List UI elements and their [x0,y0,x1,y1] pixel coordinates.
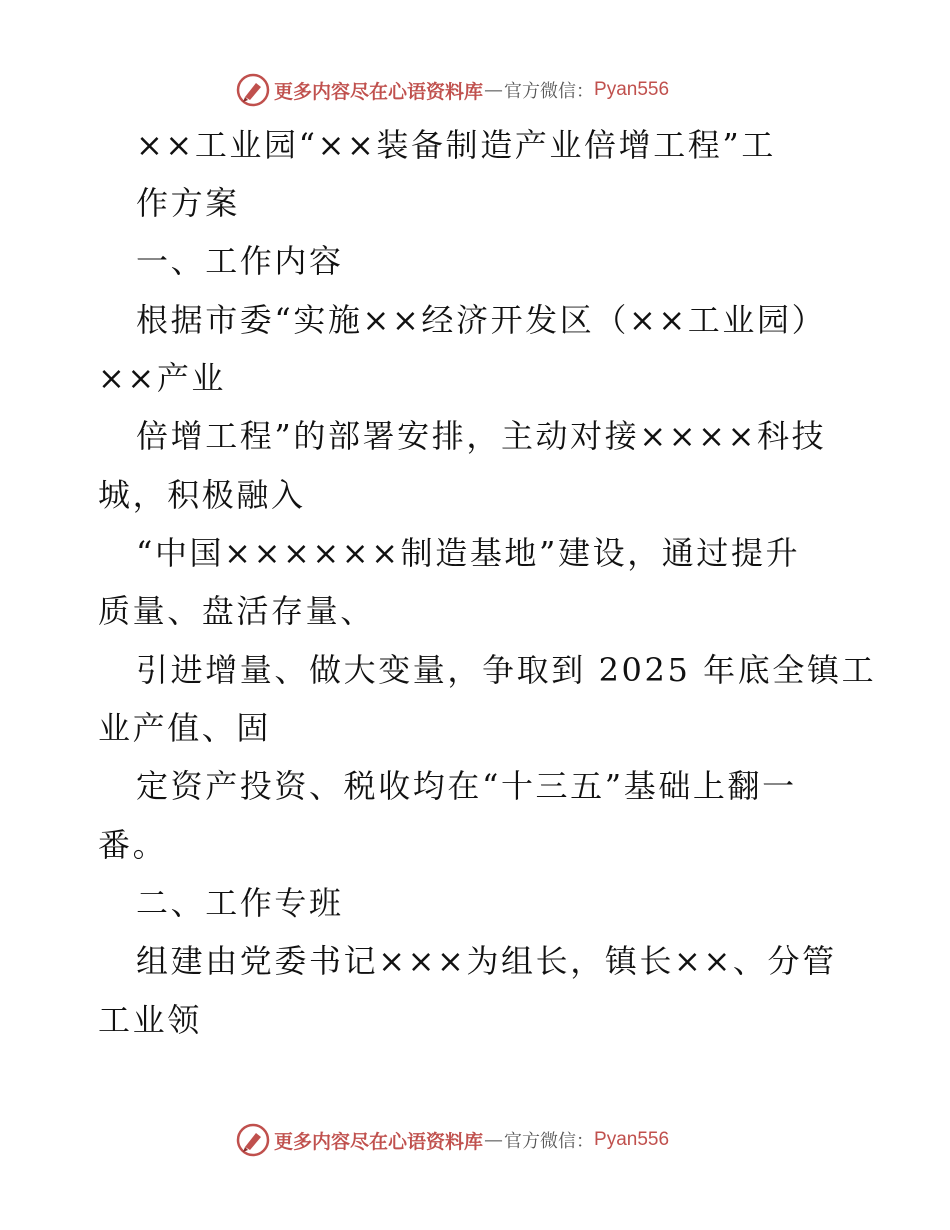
doc-title-line: 作方案 [136,184,240,222]
paragraph-line: 根据市委“实施××经济开发区（××工业园） [136,301,827,339]
pen-circle-logo-icon [236,73,270,107]
watermark-id: Pyan556 [594,79,670,100]
paragraph-line: 番。 [98,826,168,864]
watermark-separator: — [484,79,504,101]
paragraph-line: 质量、盘活存量、 [98,592,375,630]
paragraph-line: 倍增工程”的部署安排，主动对接××××科技 [136,417,827,455]
watermark-text: 更多内容尽在心语资料库 [274,80,484,103]
paragraph-line: ××产业 [98,359,227,397]
paragraph-line: 工业领 [98,1001,202,1039]
paragraph-line: 城，积极融入 [98,476,306,514]
paragraph-line: 组建由党委书记×××为组长，镇长××、分管 [136,942,837,980]
watermark-separator: — [484,1129,504,1151]
section-heading: 二、工作专班 [136,884,344,922]
watermark-id: Pyan556 [594,1129,670,1150]
paragraph-line: “中国××××××制造基地”建设，通过提升 [136,534,801,572]
footer-watermark [236,1122,669,1158]
section-heading: 一、工作内容 [136,242,344,280]
watermark-label: 官方微信： [504,1131,595,1152]
paragraph-line: 定资产投资、税收均在“十三五”基础上翻一 [136,767,797,805]
doc-title-line: ××工业园“××装备制造产业倍增工程”工 [136,126,776,164]
paragraph-line: 引进增量、做大变量，争取到 2025 年底全镇工 [136,651,877,689]
watermark-text: 更多内容尽在心语资料库 [274,1130,484,1153]
watermark-label: 官方微信： [504,81,595,102]
pen-circle-logo-icon [236,1123,270,1157]
header-watermark [236,72,669,108]
paragraph-line: 业产值、固 [98,709,272,747]
